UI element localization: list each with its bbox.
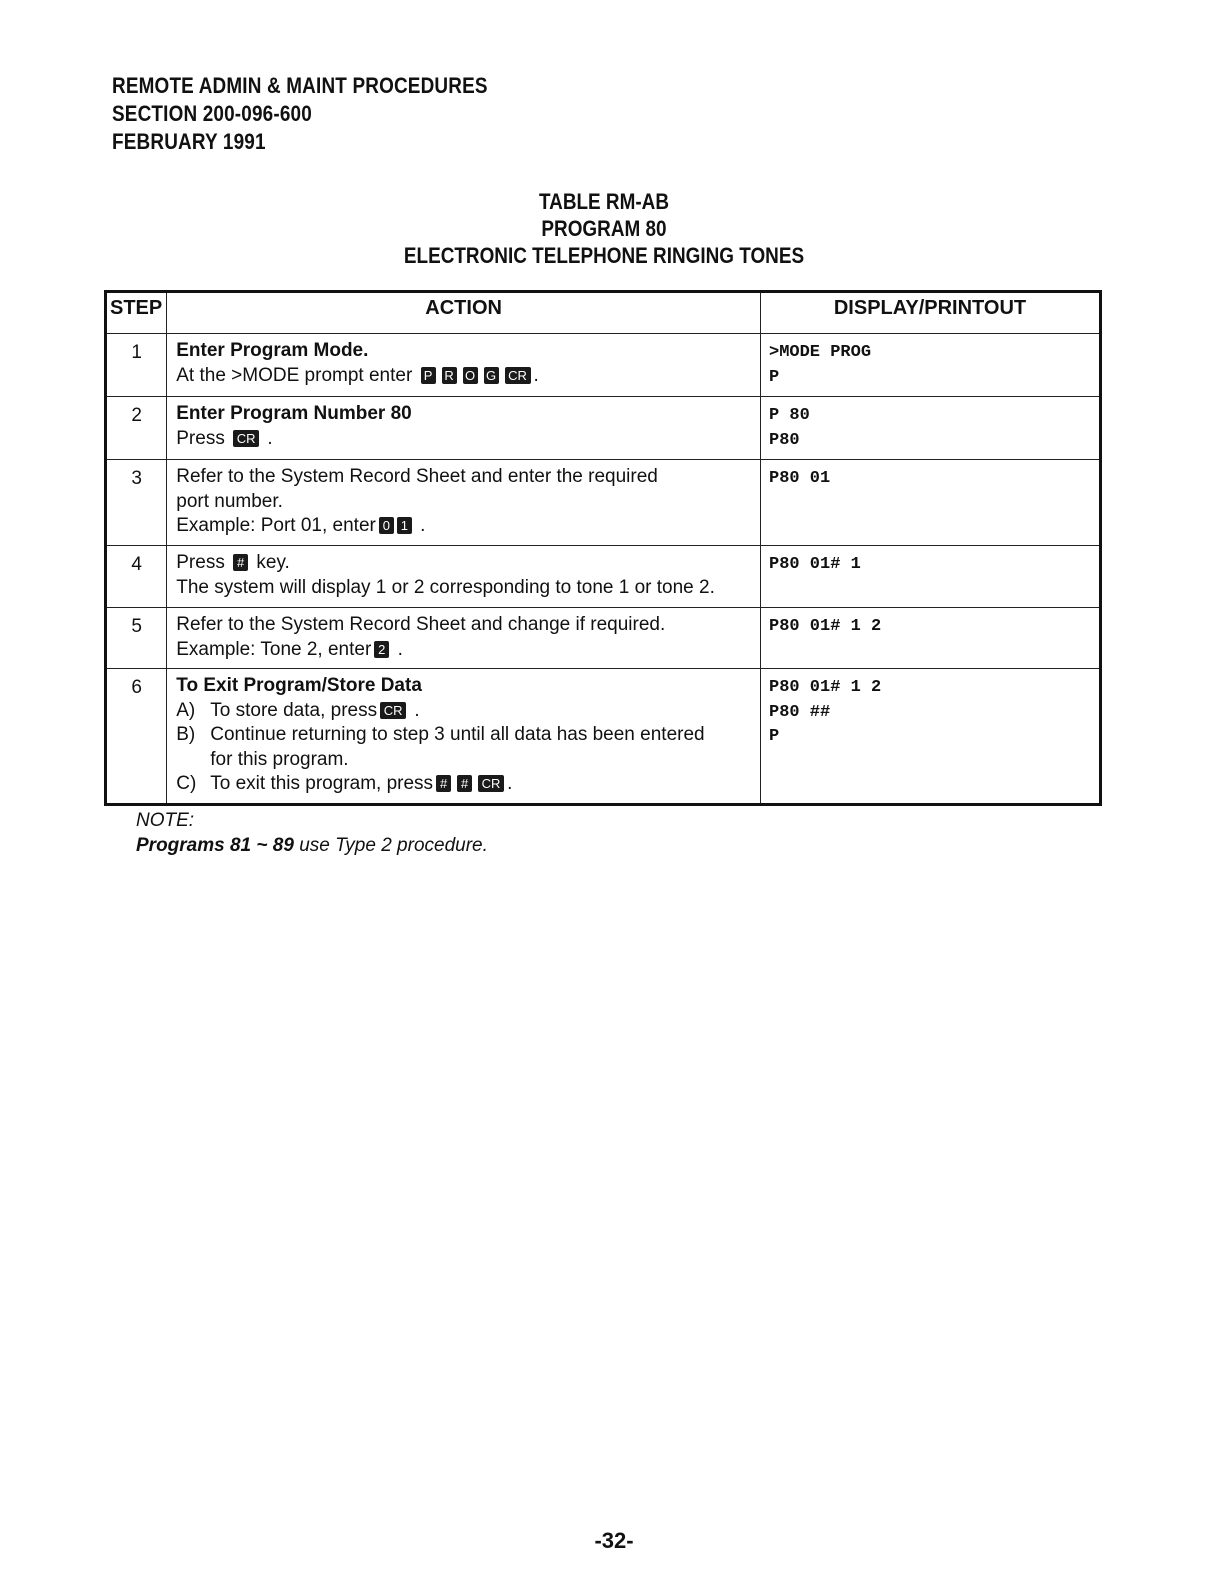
key-g: G: [484, 367, 499, 384]
table-row: [106, 669, 1101, 805]
step-number: 1: [106, 334, 167, 397]
key-cr: CR: [233, 430, 259, 447]
action-line: At the >MODE prompt enter P R O G CR .: [176, 364, 539, 386]
step-number: 5: [106, 608, 167, 669]
action-text: To store data, press: [210, 699, 378, 721]
action-line: Example: Tone 2, enter 2 .: [176, 638, 403, 660]
action-line: Refer to the System Record Sheet and change if required.: [176, 614, 666, 635]
action-cell: [167, 334, 761, 397]
action-text: Press: [176, 552, 225, 573]
table-row: [106, 608, 1101, 669]
action-heading: Enter Program Mode.: [176, 340, 369, 361]
header-line-1: REMOTE ADMIN & MAINT PROCEDURES: [112, 73, 488, 98]
action-heading: To Exit Program/Store Data: [176, 675, 422, 696]
table-title: [0, 188, 1208, 269]
key-1: 1: [397, 517, 412, 534]
list-label: C): [176, 773, 197, 794]
list-text: To exit this program, press # # CR .: [210, 773, 513, 794]
action-cell: [167, 397, 761, 460]
action-line: port number.: [176, 490, 283, 512]
key-hash: #: [436, 775, 451, 792]
step-number: 4: [106, 546, 167, 608]
action-text: Press: [176, 427, 225, 449]
note-text: [136, 833, 488, 858]
step-number: 6: [106, 669, 167, 805]
table-row: [106, 546, 1101, 608]
title-line-1: TABLE RM-AB: [539, 189, 669, 214]
action-line: Refer to the System Record Sheet and enter the required: [176, 466, 658, 487]
key-p: P: [421, 367, 436, 384]
title-line-2: PROGRAM 80: [541, 216, 667, 241]
page-number: -32-: [594, 1528, 634, 1553]
display-line: P80 ##: [769, 702, 831, 722]
key-hash: #: [233, 554, 248, 571]
key-cr: CR: [380, 702, 406, 719]
note-body: use Type 2 procedure.: [299, 835, 488, 856]
title-line-3: ELECTRONIC TELEPHONE RINGING TONES: [403, 243, 805, 268]
header-line-2: SECTION 200-096-600: [112, 101, 312, 126]
table-header-row: [106, 292, 1101, 334]
action-cell: [167, 546, 761, 608]
list-item: [176, 723, 752, 772]
action-heading: Enter Program Number 80: [176, 403, 412, 424]
action-line: Example: Port 01, enter 0 1 .: [176, 515, 426, 536]
action-text: key.: [256, 552, 290, 573]
document-header: [112, 72, 488, 156]
action-cell: [167, 669, 761, 805]
display-cell: [761, 334, 1101, 397]
list-item: [176, 699, 752, 724]
note-label: NOTE:: [136, 810, 195, 831]
action-text: Example: Tone 2, enter: [176, 638, 372, 660]
step-number: 2: [106, 397, 167, 460]
list-label: B): [176, 724, 196, 745]
table-row: [106, 334, 1101, 397]
action-text: To exit this program, press: [210, 773, 434, 794]
display-line: >MODE PROG: [769, 343, 872, 362]
action-text: Continue returning to step 3 until all data has been entered: [210, 724, 705, 745]
display-line: P80 01: [769, 469, 831, 488]
display-line: P: [769, 727, 780, 746]
key-hash: #: [457, 775, 472, 792]
action-text: Example: Port 01, enter: [176, 515, 376, 536]
list-label: A): [176, 699, 196, 721]
header-step: STEP: [106, 292, 167, 334]
key-r: R: [442, 367, 457, 384]
list-item: [176, 772, 752, 797]
action-cell: [167, 460, 761, 546]
key-o: O: [463, 367, 478, 384]
action-line: [176, 551, 752, 576]
key-cr: CR: [505, 367, 531, 384]
list-text: [210, 723, 704, 772]
display-cell: [761, 397, 1101, 460]
display-line: P80 01# 1: [769, 555, 861, 574]
display-line: P80 01# 1 2: [769, 617, 882, 636]
key-2: 2: [374, 641, 389, 658]
step-number: 3: [106, 460, 167, 546]
list-text: To store data, press CR .: [210, 699, 420, 721]
note-bold: Programs 81 ~ 89: [136, 835, 294, 856]
table-row: [106, 397, 1101, 460]
action-line: Press CR .: [176, 427, 273, 449]
header-action: ACTION: [167, 292, 761, 334]
display-line: P: [769, 367, 780, 387]
action-text: for this program.: [210, 748, 349, 770]
key-0: 0: [379, 517, 394, 534]
action-line: The system will display 1 or 2 corresponding to tone 1 or tone 2.: [176, 576, 715, 598]
table-row: [106, 460, 1101, 546]
display-line: P80: [769, 430, 800, 450]
display-line: P 80: [769, 406, 810, 425]
header-display: DISPLAY/PRINTOUT: [761, 292, 1101, 334]
procedure-table: [104, 290, 1102, 806]
display-cell: [761, 460, 1101, 546]
display-cell: [761, 608, 1101, 669]
display-line: P80 01# 1 2: [769, 678, 882, 697]
action-text: At the >MODE prompt enter: [176, 364, 413, 386]
action-cell: [167, 608, 761, 669]
header-line-3: FEBRUARY 1991: [112, 129, 266, 154]
note: [136, 808, 488, 858]
display-cell: [761, 669, 1101, 805]
display-cell: [761, 546, 1101, 608]
key-cr: CR: [478, 775, 504, 792]
